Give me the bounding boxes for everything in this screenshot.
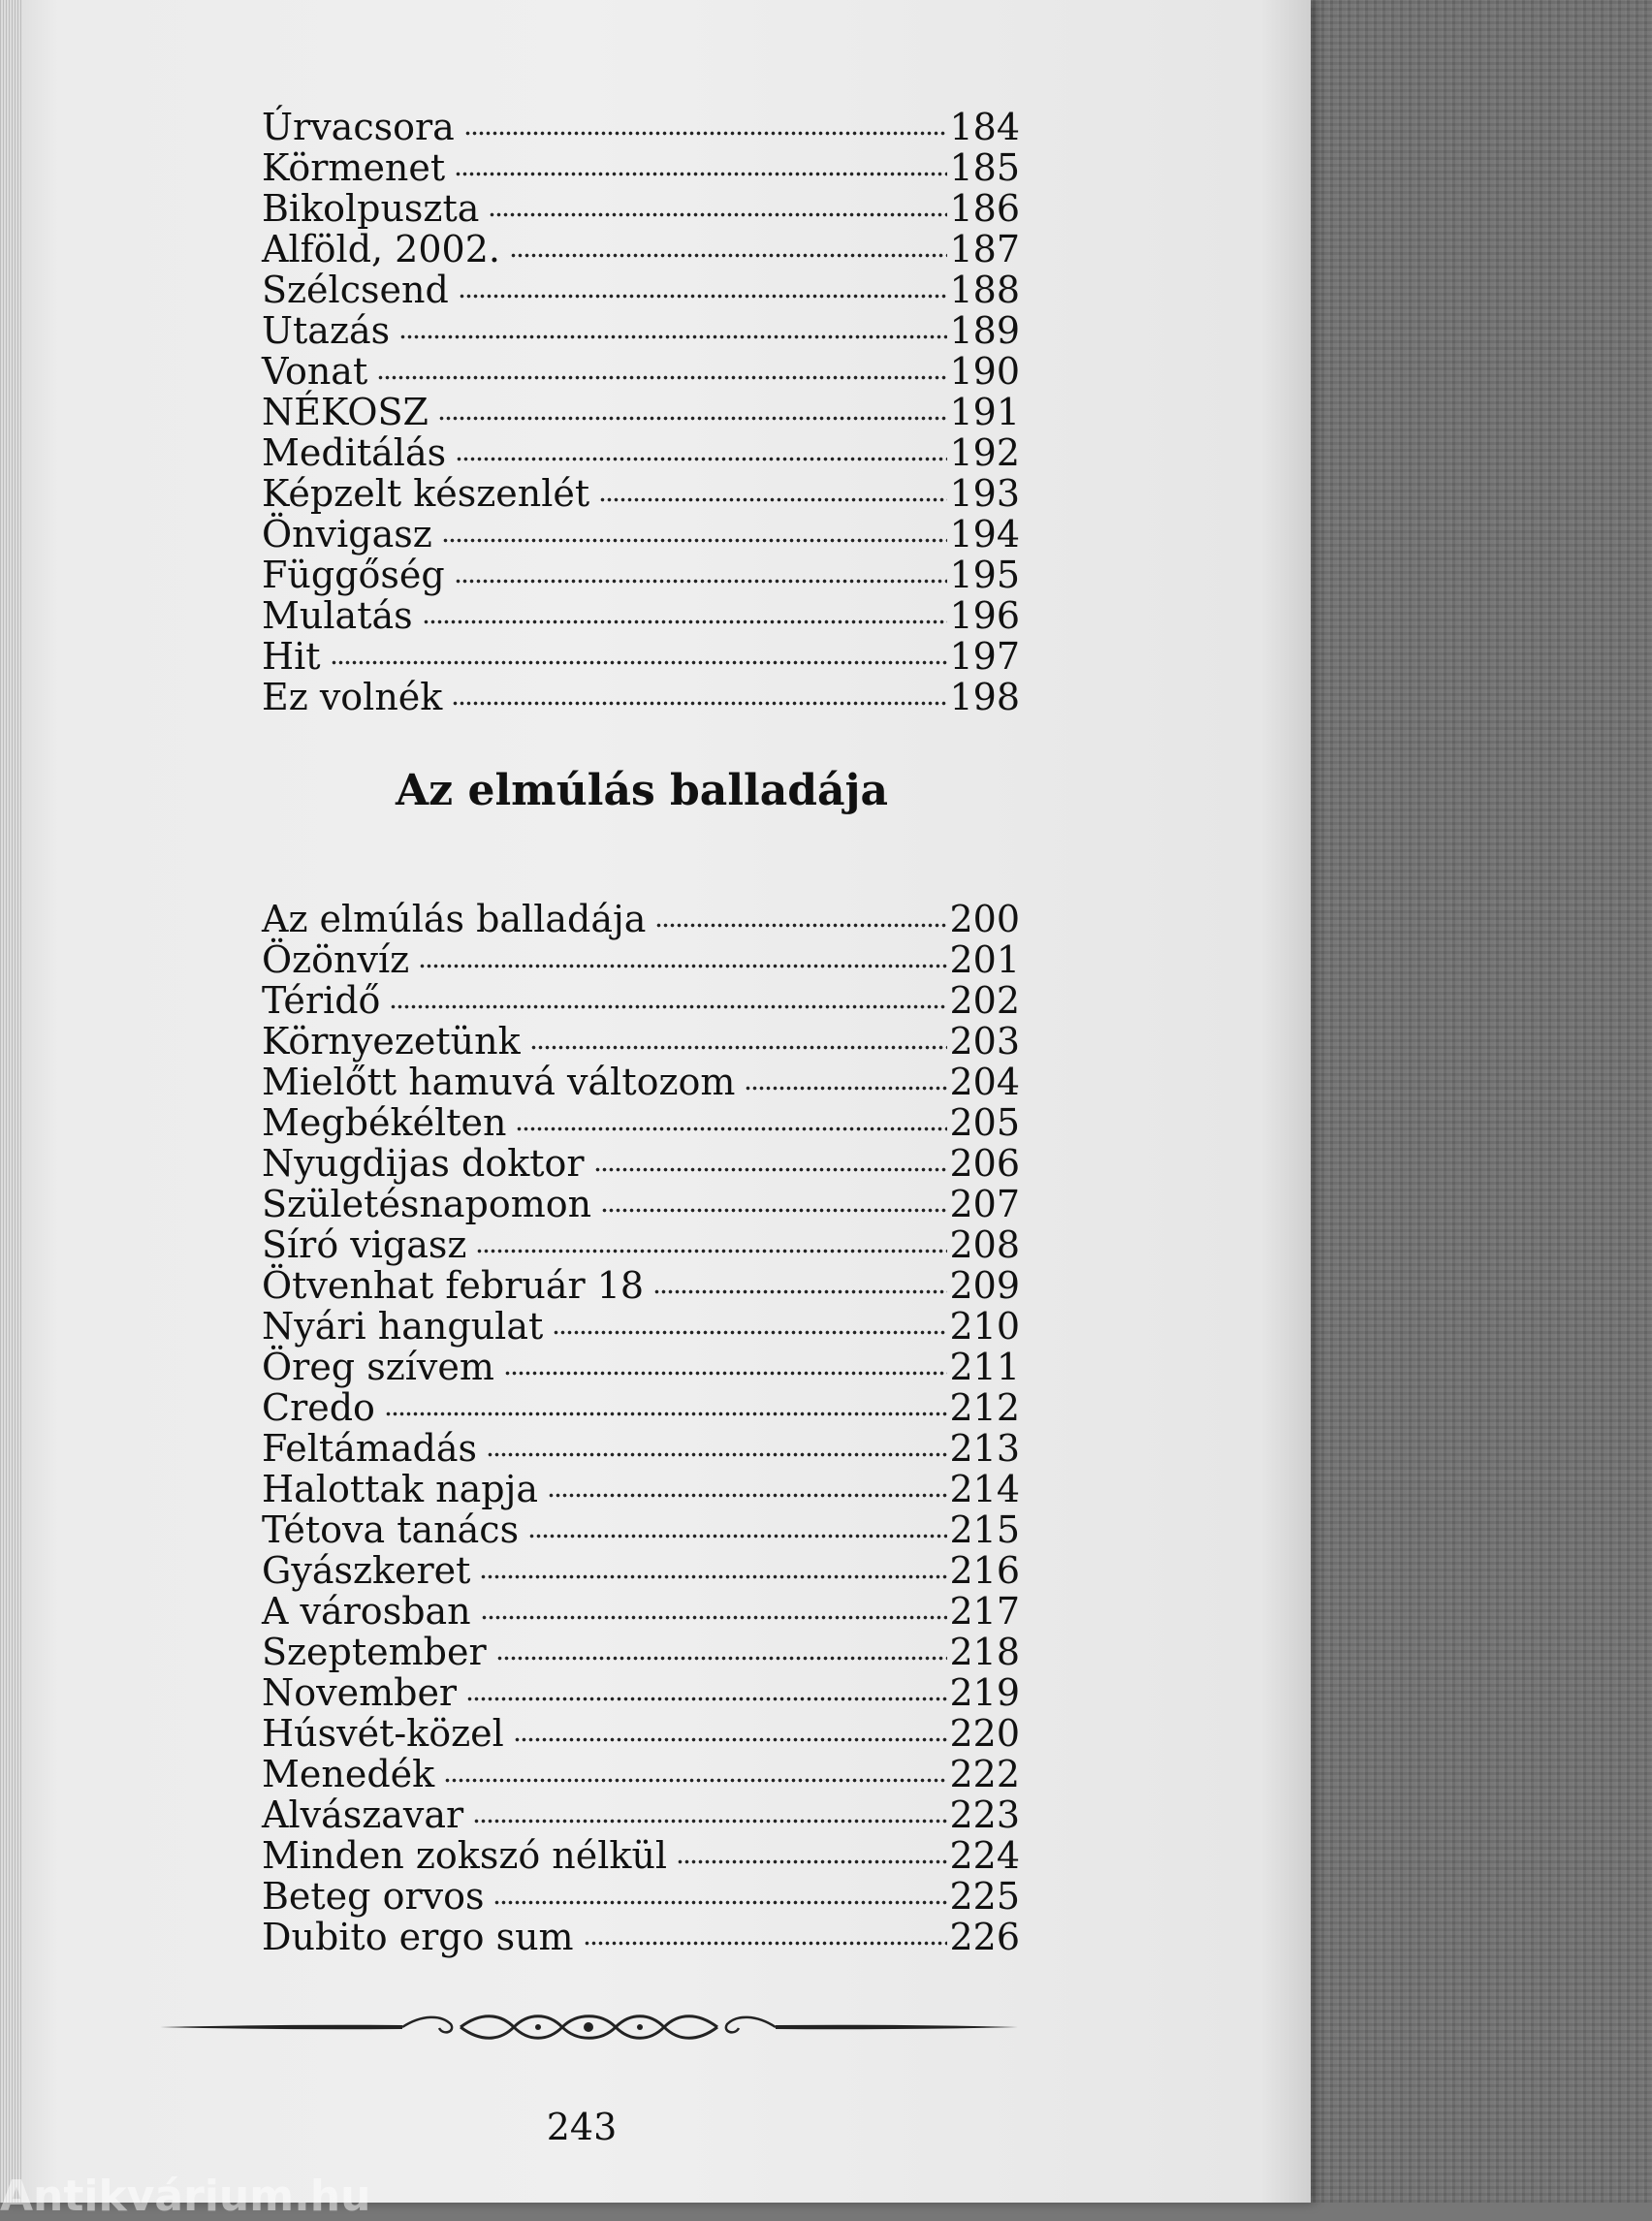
toc-leader-dots (466, 1674, 947, 1709)
toc-leader-dots (514, 1715, 948, 1750)
toc-entry-page: 212 (949, 1386, 1020, 1429)
toc-entry (262, 593, 1020, 637)
toc-list-top (262, 105, 1020, 718)
toc-entry-page: 225 (949, 1875, 1020, 1918)
toc-entry-page: 207 (949, 1183, 1020, 1225)
toc-entry-title: Dubito ergo sum (262, 1916, 574, 1958)
section-heading (0, 766, 1311, 815)
toc-entry-title: Téridő (262, 979, 381, 1022)
toc-leader-dots (516, 1104, 947, 1139)
page-edge (0, 0, 21, 2203)
page-number: 243 (546, 2106, 618, 2148)
watermark: Antikvárium.hu (0, 2172, 371, 2221)
toc-leader-dots (331, 638, 948, 673)
toc-entry (262, 978, 1020, 1022)
toc-leader-dots (653, 1267, 947, 1302)
toc-leader-dots (489, 190, 947, 225)
toc-entry (262, 897, 1020, 940)
toc-entry-title: Úrvacsora (262, 106, 455, 148)
toc-entry (262, 1222, 1020, 1266)
toc-leader-dots (455, 556, 948, 591)
toc-leader-dots (481, 1593, 948, 1628)
toc-entry-title: Özönvíz (262, 938, 410, 981)
toc-entry-title: Utazás (262, 309, 391, 352)
toc-entry (262, 186, 1020, 230)
toc-leader-dots (496, 1634, 948, 1668)
toc-entry (262, 675, 1020, 718)
toc-entry-page: 213 (949, 1427, 1020, 1470)
toc-entry-title: Ötvenhat február 18 (262, 1264, 645, 1307)
toc-entry (262, 1833, 1020, 1877)
toc-leader-dots (655, 901, 947, 936)
toc-leader-dots (464, 109, 948, 143)
toc-leader-dots (530, 1023, 948, 1058)
toc-entry-title: Feltámadás (262, 1427, 478, 1470)
toc-entry (262, 634, 1020, 678)
toc-leader-dots (480, 1552, 947, 1587)
toc-leader-dots (745, 1063, 947, 1098)
toc-entry-page: 220 (949, 1712, 1020, 1755)
toc-leader-dots (677, 1837, 947, 1872)
toc-entry-page: 193 (949, 472, 1020, 515)
toc-entry-page: 190 (949, 350, 1020, 393)
toc-leader-dots (548, 1471, 947, 1506)
toc-entry-title: Menedék (262, 1753, 435, 1795)
toc-entry-page: 189 (949, 309, 1020, 352)
toc-entry-title: Megbékélten (262, 1101, 507, 1144)
toc-entry (262, 1793, 1020, 1836)
toc-entry (262, 1100, 1020, 1144)
toc-entry (262, 1589, 1020, 1633)
toc-entry-page: 208 (949, 1223, 1020, 1266)
toc-entry (262, 1426, 1020, 1470)
toc-leader-dots (476, 1226, 947, 1261)
toc-leader-dots (438, 394, 948, 428)
section-heading-text: Az elmúlás balladája (396, 766, 888, 815)
toc-entry-title: Hit (262, 635, 321, 678)
toc-entry (262, 1915, 1020, 1958)
toc-entry-page: 191 (949, 391, 1020, 433)
toc-entry (262, 471, 1020, 515)
toc-entry (262, 390, 1020, 433)
toc-entry-page: 211 (949, 1346, 1020, 1388)
toc-entry-title: Körmenet (262, 146, 446, 189)
toc-leader-dots (553, 1308, 947, 1343)
toc-leader-dots (599, 475, 947, 510)
toc-entry-page: 185 (949, 146, 1020, 189)
toc-entry-title: Vonat (262, 350, 368, 393)
toc-entry (262, 1548, 1020, 1592)
toc-leader-dots (452, 679, 947, 714)
toc-leader-dots (459, 271, 948, 306)
toc-entry-page: 206 (949, 1142, 1020, 1185)
toc-entry (262, 227, 1020, 268)
toc-entry (262, 512, 1020, 553)
toc-entry-page: 187 (949, 228, 1020, 270)
toc-entry-page: 188 (949, 269, 1020, 311)
toc-entry-page: 186 (949, 187, 1020, 230)
toc-entry-title: Ez volnék (262, 676, 443, 718)
toc-entry-title: Függőség (262, 554, 445, 596)
toc-entry (262, 145, 1020, 189)
toc-entry-page: 197 (949, 635, 1020, 678)
toc-entry (262, 105, 1020, 148)
toc-entry-page: 223 (949, 1793, 1020, 1836)
toc-entry (262, 1182, 1020, 1225)
toc-entry-page: 194 (949, 513, 1020, 555)
toc-leader-dots (385, 1389, 948, 1424)
toc-leader-dots (584, 1919, 948, 1953)
toc-entry-title: Beteg orvos (262, 1875, 485, 1918)
toc-entry-title: NÉKOSZ (262, 391, 429, 433)
toc-entry-page: 218 (949, 1631, 1020, 1673)
toc-entry (262, 1507, 1020, 1551)
toc-entry-title: Alföld, 2002. (262, 228, 500, 270)
toc-entry-title: Gyászkeret (262, 1549, 471, 1592)
toc-entry (262, 1630, 1020, 1673)
toc-entry-title: Nyugdijas doktor (262, 1142, 585, 1185)
toc-entry (262, 1467, 1020, 1510)
toc-entry-title: Mielőtt hamuvá változom (262, 1061, 736, 1103)
toc-leader-dots (442, 516, 948, 551)
toc-leader-dots (377, 353, 947, 388)
toc-entry-title: Bikolpuszta (262, 187, 480, 230)
toc-leader-dots (456, 434, 947, 469)
toc-entry-title: Húsvét-közel (262, 1712, 504, 1755)
toc-entry-title: Síró vigasz (262, 1223, 467, 1266)
toc-entry-title: Szeptember (262, 1631, 487, 1673)
toc-entry-page: 216 (949, 1549, 1020, 1592)
toc-entry (262, 1670, 1020, 1714)
toc-entry-title: Minden zokszó nélkül (262, 1834, 668, 1877)
toc-entry-page: 184 (949, 106, 1020, 148)
table-background (1311, 0, 1652, 2203)
toc-entry (262, 1752, 1020, 1793)
toc-entry-title: Credo (262, 1386, 375, 1429)
toc-entry-title: Képzelt készenlét (262, 472, 590, 515)
toc-leader-dots (601, 1186, 947, 1221)
toc-leader-dots (473, 1796, 947, 1831)
toc-entry (262, 430, 1020, 474)
toc-entry-title: Környezetünk (262, 1020, 521, 1063)
toc-entry (262, 1263, 1020, 1307)
toc-leader-dots (423, 597, 948, 632)
toc-entry-title: Halottak napja (262, 1468, 539, 1510)
toc-leader-dots (390, 982, 947, 1017)
toc-entry-page: 196 (949, 594, 1020, 637)
toc-entry-page: 202 (949, 979, 1020, 1022)
toc-entry-page: 210 (949, 1305, 1020, 1348)
toc-entry (262, 1060, 1020, 1103)
toc-leader-dots (444, 1756, 947, 1791)
toc-entry (262, 1711, 1020, 1755)
toc-entry (262, 937, 1020, 981)
toc-list-bottom (262, 897, 1020, 1958)
toc-leader-dots (419, 941, 947, 976)
toc-entry-title: Meditálás (262, 431, 447, 474)
toc-entry-title: Születésnapomon (262, 1183, 592, 1225)
toc-entry (262, 268, 1020, 311)
toc-entry (262, 349, 1020, 393)
toc-entry-page: 201 (949, 938, 1020, 981)
toc-entry (262, 553, 1020, 596)
toc-entry-page: 209 (949, 1264, 1020, 1307)
toc-entry-title: Az elmúlás balladája (262, 898, 647, 940)
toc-entry-page: 205 (949, 1101, 1020, 1144)
toc-leader-dots (455, 149, 947, 184)
toc-entry (262, 1345, 1020, 1388)
toc-entry-page: 226 (949, 1916, 1020, 1958)
toc-entry-page: 195 (949, 554, 1020, 596)
toc-entry-title: Önvigasz (262, 513, 432, 555)
toc-leader-dots (594, 1145, 948, 1180)
toc-entry-title: November (262, 1671, 458, 1714)
toc-entry-title: A városban (262, 1590, 471, 1633)
toc-leader-dots (510, 231, 948, 266)
toc-entry (262, 1304, 1020, 1348)
toc-entry (262, 1385, 1020, 1429)
scroll-flourish-divider-icon (160, 2007, 1018, 2046)
toc-entry-page: 200 (949, 898, 1020, 940)
toc-leader-dots (528, 1511, 947, 1546)
toc-entry-page: 217 (949, 1590, 1020, 1633)
toc-entry-page: 192 (949, 431, 1020, 474)
toc-entry (262, 1874, 1020, 1918)
toc-entry-page: 224 (949, 1834, 1020, 1877)
toc-leader-dots (399, 312, 947, 347)
toc-leader-dots (504, 1348, 948, 1383)
toc-entry-page: 198 (949, 676, 1020, 718)
toc-leader-dots (487, 1430, 947, 1465)
toc-entry-page: 204 (949, 1061, 1020, 1103)
toc-entry-page: 215 (949, 1508, 1020, 1551)
toc-entry-page: 222 (949, 1753, 1020, 1795)
toc-entry (262, 1141, 1020, 1185)
toc-entry-title: Mulatás (262, 594, 413, 637)
toc-entry-title: Öreg szívem (262, 1346, 494, 1388)
toc-entry-title: Nyári hangulat (262, 1305, 544, 1348)
toc-entry-page: 214 (949, 1468, 1020, 1510)
toc-entry-title: Tétova tanács (262, 1508, 520, 1551)
toc-entry-page: 219 (949, 1671, 1020, 1714)
toc-entry-title: Alvászavar (262, 1793, 464, 1836)
toc-entry-title: Szélcsend (262, 269, 449, 311)
toc-leader-dots (493, 1878, 947, 1913)
toc-entry (262, 1019, 1020, 1063)
toc-entry-page: 203 (949, 1020, 1020, 1063)
toc-entry (262, 308, 1020, 352)
